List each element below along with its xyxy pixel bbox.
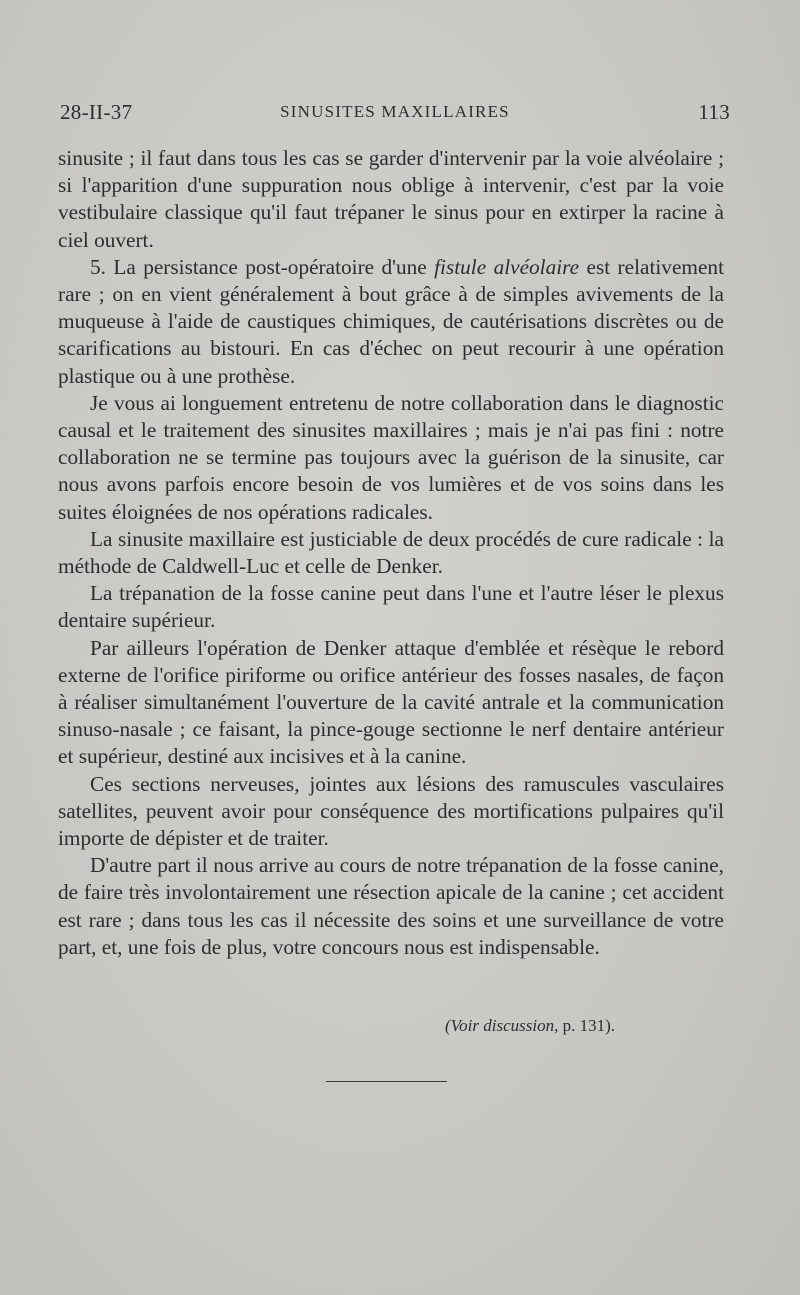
paragraph-1: sinusite ; il faut dans tous les cas se garder d'intervenir par la voie alvéolaire ; si l'apparition d'une suppuration nous oblige à intervenir, c'est par la voie vestibulaire classique qu'il faut trépaner le sinus pour en extirper la racine à ciel ouvert. (58, 146, 724, 252)
reference-page: p. 131). (558, 1016, 616, 1035)
paragraph-2 (58, 254, 724, 390)
paragraph-7: Ces sections nerveuses, jointes aux lésions des ramuscules vasculaires satellites, peuvent avoir pour conséquence des mortifications pulpaires qu'il importe de dépister et de traiter. (58, 771, 724, 851)
reference-label: (Voir discussion, (445, 1016, 559, 1035)
paragraph-3: Je vous ai longuement entretenu de notre collaboration dans le diagnostic causal et le traitement des sinusites maxillaires ; mais je n'ai pas fini : notre collaboration ne se termine pas toujours avec la guérison de la sinusite, car nous avons parfois encore besoin de vos lumières et de vos soins dans les suites éloignées de nos opérations radicales. (58, 390, 724, 524)
paragraph-5: La trépanation de la fosse canine peut dans l'une et l'autre léser le plexus dentaire supérieur. (58, 581, 724, 633)
header-title: SINUSITES MAXILLAIRES (280, 102, 510, 121)
paragraph-6: Par ailleurs l'opération de Denker attaque d'emblée et résèque le rebord externe de l'orifice piriforme ou orifice antérieur des fosses nasales, de façon à réaliser simultanément l'ouverture de la cavité antrale et la communication sinuso-nasale ; ce faisant, la pince-gouge sectionne le nerf dentaire antérieur et supérieur, destiné aux incisives et à la canine. (58, 635, 724, 769)
page-number: 113 (698, 100, 730, 124)
paragraph-4: La sinusite maxillaire est justiciable de deux procédés de cure radicale : la méthode de Caldwell-Luc et celle de Denker. (58, 526, 724, 579)
running-header (60, 100, 730, 130)
discussion-reference (445, 1016, 615, 1036)
section-divider (326, 1081, 447, 1082)
paragraph-8: D'autre part il nous arrive au cours de notre trépanation de la fosse canine, de faire très involontairement une résection apicale de la canine ; cet accident est rare ; dans tous les cas il nécessite des soins et une surveillance de votre part, et, une fois de plus, votre concours nous est indispensable. (58, 853, 724, 959)
paragraph-2-text: 5. La persistance post-opératoire d'une (90, 254, 435, 279)
header-date: 28-II-37 (60, 100, 133, 124)
paragraph-2-emphasis: fistule alvéolaire (434, 254, 580, 279)
paragraph-2-text-rest: est relativement rare ; on en vient généralement à bout grâce à de simples avivements de la muqueuse à l'aide de caustiques chimiques, de cautérisations discrètes ou de scarifications au bistouri. En cas d'échec on peut recourir à une opération plastique ou à une prothèse. (58, 254, 724, 388)
body-text (58, 145, 724, 961)
